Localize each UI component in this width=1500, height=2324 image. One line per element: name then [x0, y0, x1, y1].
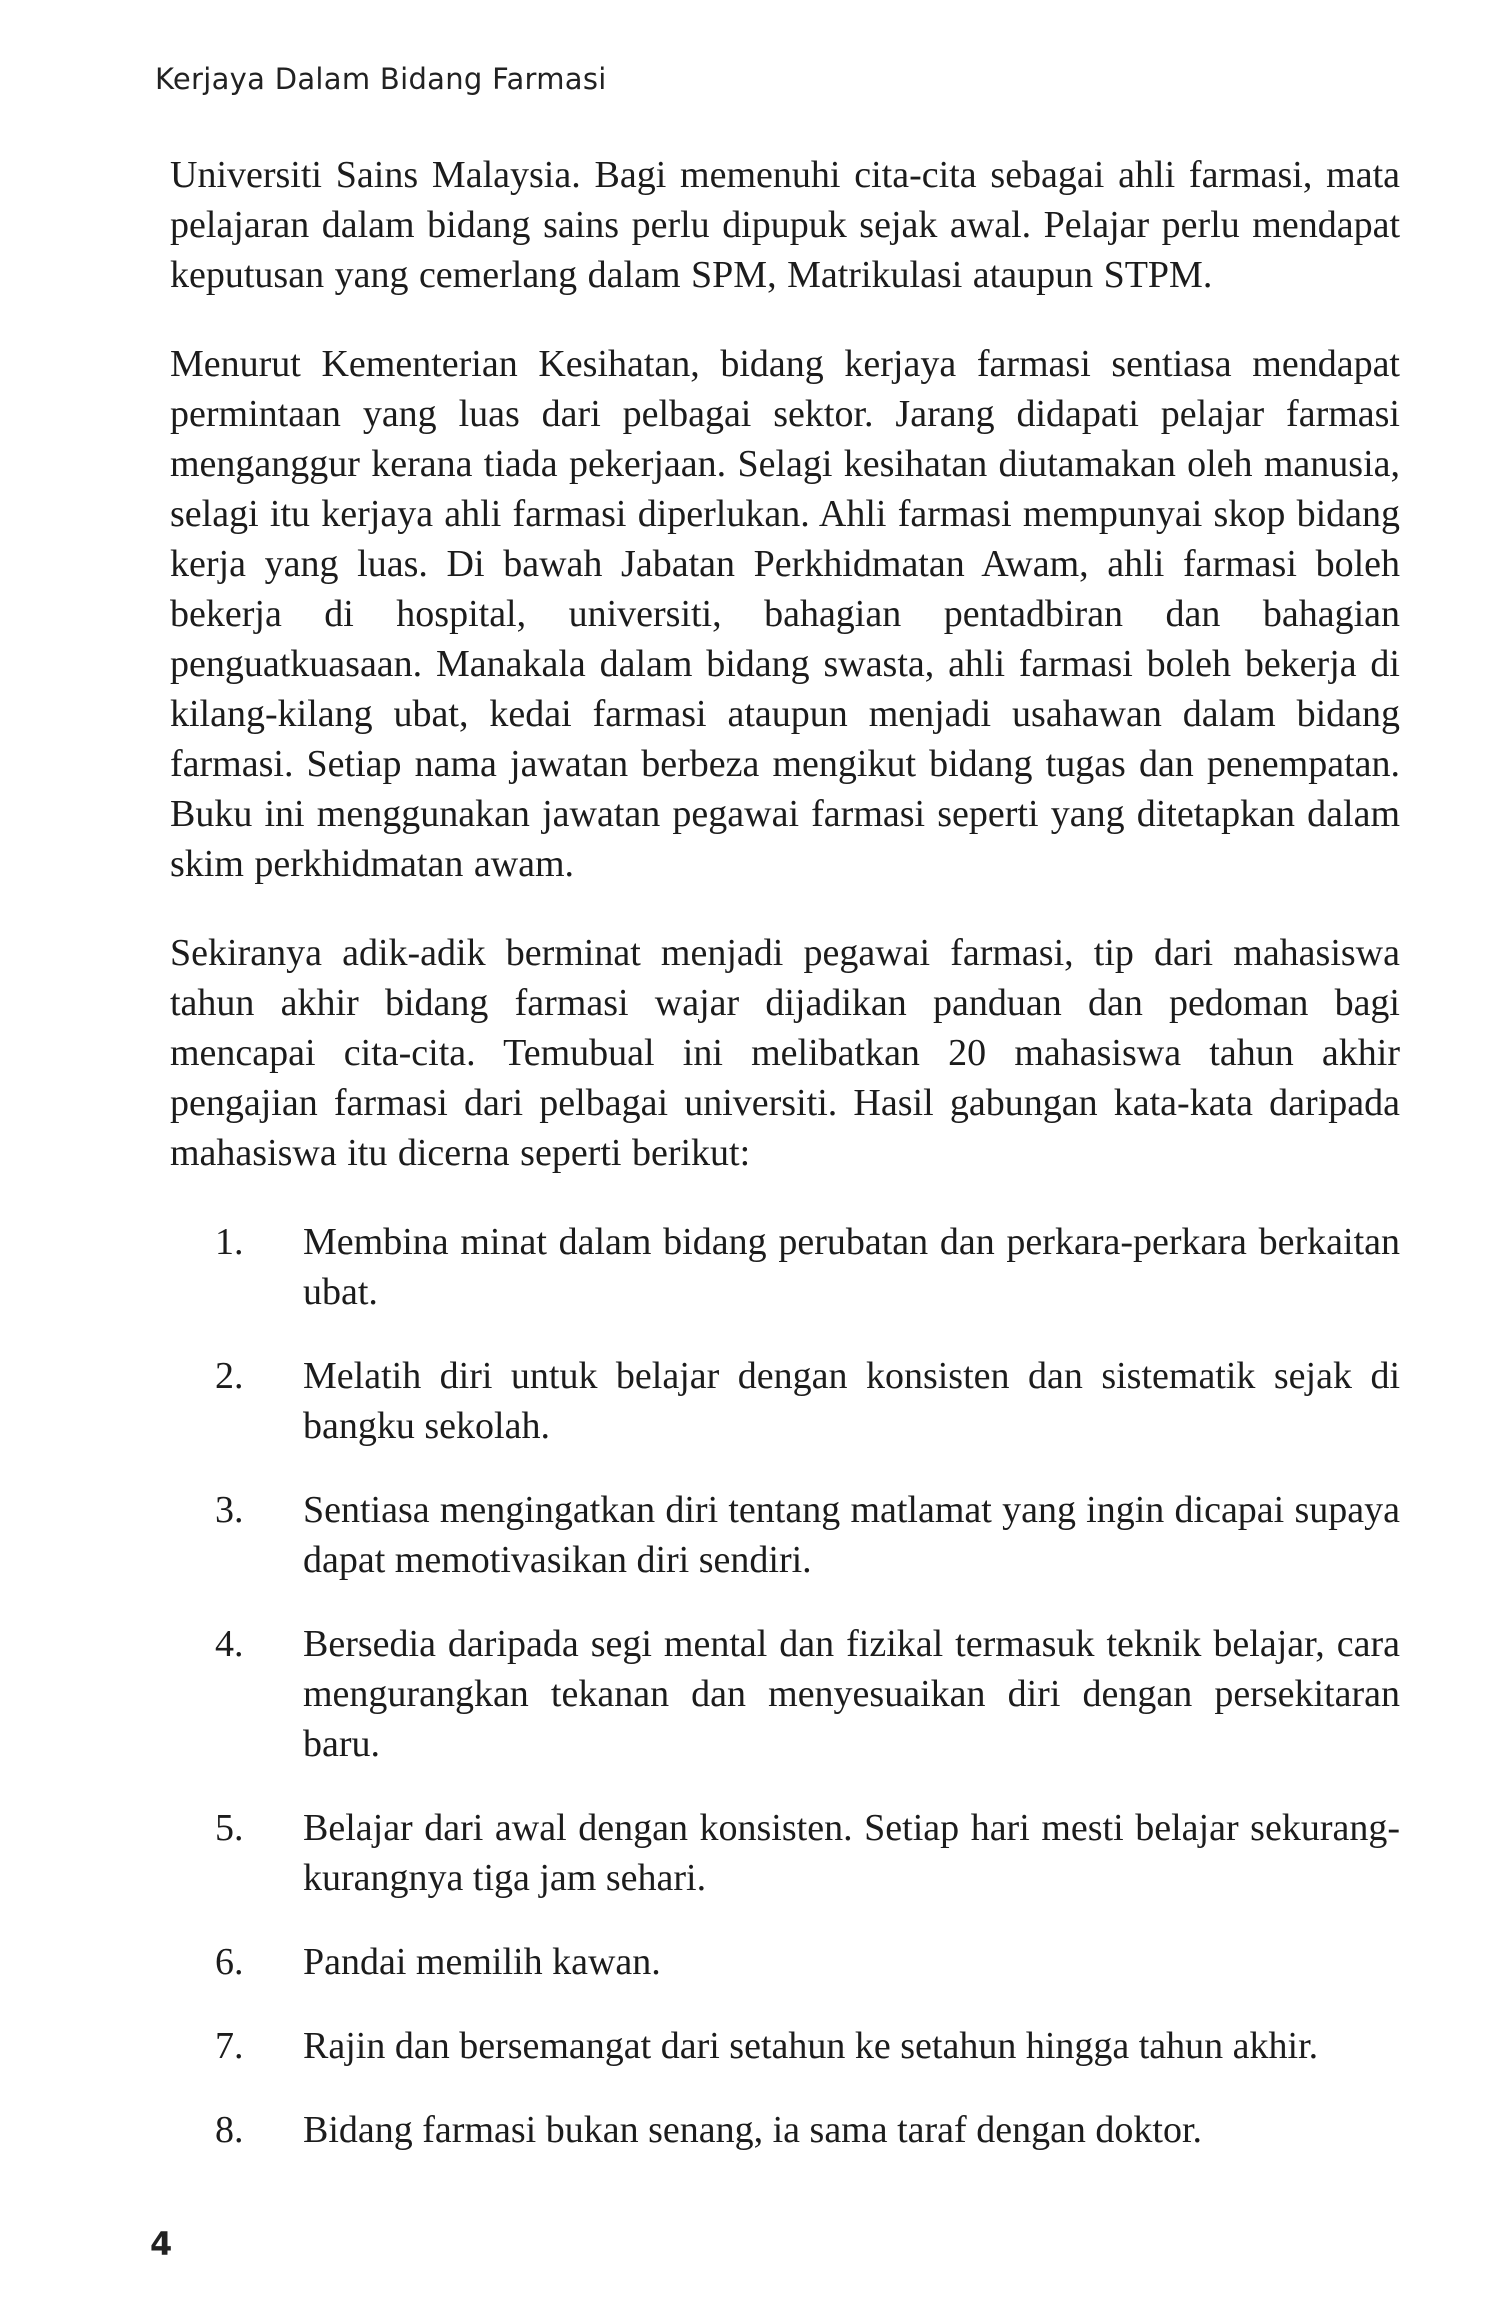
tip-text: Sentiasa mengingatkan diri tentang matlamat yang ingin dicapai supaya dapat memotivasikan diri sendiri.: [303, 1489, 1400, 1581]
tip-number: 7.: [215, 2025, 244, 2067]
page-number: 4: [150, 2225, 173, 2263]
tips-list: [170, 1217, 1400, 2155]
tip-text: Pandai memilih kawan.: [303, 1941, 661, 1983]
tip-item-3: [215, 1485, 1400, 1585]
tip-number: 1.: [215, 1221, 244, 1263]
tip-number: 2.: [215, 1355, 244, 1397]
tip-item-6: [215, 1937, 1400, 1987]
tip-text: Belajar dari awal dengan konsisten. Setiap hari mesti belajar sekurang-kurangnya tiga jam sehari.: [303, 1807, 1400, 1899]
tip-text: Membina minat dalam bidang perubatan dan perkara-perkara berkaitan ubat.: [303, 1221, 1400, 1313]
tip-number: 4.: [215, 1623, 244, 1665]
tip-text: Rajin dan bersemangat dari setahun ke setahun hingga tahun akhir.: [303, 2025, 1319, 2067]
paragraph-1: Universiti Sains Malaysia. Bagi memenuhi cita-cita sebagai ahli farmasi, mata pelajaran dalam bidang sains perlu dipupuk sejak awal. Pelajar perlu mendapat keputusan yang cemerlang dalam SPM, Matrikulasi ataupun STPM.: [170, 154, 1400, 296]
tip-number: 6.: [215, 1941, 244, 1983]
tip-text: Bidang farmasi bukan senang, ia sama taraf dengan doktor.: [303, 2109, 1203, 2151]
tip-item-8: [215, 2105, 1400, 2155]
paragraph-2: Menurut Kementerian Kesihatan, bidang kerjaya farmasi sentiasa mendapat permintaan yang luas dari pelbagai sektor. Jarang didapati pelajar farmasi menganggur kerana tiada pekerjaan. Selagi kesihatan diutamakan oleh manusia, selagi itu kerjaya ahli farmasi diperlukan. Ahli farmasi mempunyai skop bidang kerja yang luas. Di bawah Jabatan Perkhidmatan Awam, ahli farmasi boleh bekerja di hospital, universiti, bahagian pentadbiran dan bahagian penguatkuasaan. Manakala dalam bidang swasta, ahli farmasi boleh bekerja di kilang-kilang ubat, kedai farmasi ataupun menjadi usahawan dalam bidang farmasi. Setiap nama jawatan berbeza mengikut bidang tugas dan penempatan. Buku ini menggunakan jawatan pegawai farmasi seperti yang ditetapkan dalam skim perkhidmatan awam.: [170, 343, 1400, 885]
tip-number: 5.: [215, 1807, 244, 1849]
tip-item-2: [215, 1351, 1400, 1451]
tip-number: 3.: [215, 1489, 244, 1531]
running-header: Kerjaya Dalam Bidang Farmasi: [155, 62, 607, 96]
tip-item-4: [215, 1619, 1400, 1769]
tip-text: Bersedia daripada segi mental dan fizikal termasuk teknik belajar, cara mengurangkan tekanan dan menyesuaikan diri dengan persekitaran baru.: [303, 1623, 1400, 1765]
tip-number: 8.: [215, 2109, 244, 2151]
tip-text: Melatih diri untuk belajar dengan konsisten dan sistematik sejak di bangku sekolah.: [303, 1355, 1400, 1447]
body-text: [170, 150, 1400, 2189]
paragraph-3: Sekiranya adik-adik berminat menjadi pegawai farmasi, tip dari mahasiswa tahun akhir bidang farmasi wajar dijadikan panduan dan pedoman bagi mencapai cita-cita. Temubual ini melibatkan 20 mahasiswa tahun akhir pengajian farmasi dari pelbagai universiti. Hasil gabungan kata-kata daripada mahasiswa itu dicerna seperti berikut:: [170, 932, 1400, 1174]
tip-item-7: [215, 2021, 1400, 2071]
tip-item-1: [215, 1217, 1400, 1317]
tip-item-5: [215, 1803, 1400, 1903]
